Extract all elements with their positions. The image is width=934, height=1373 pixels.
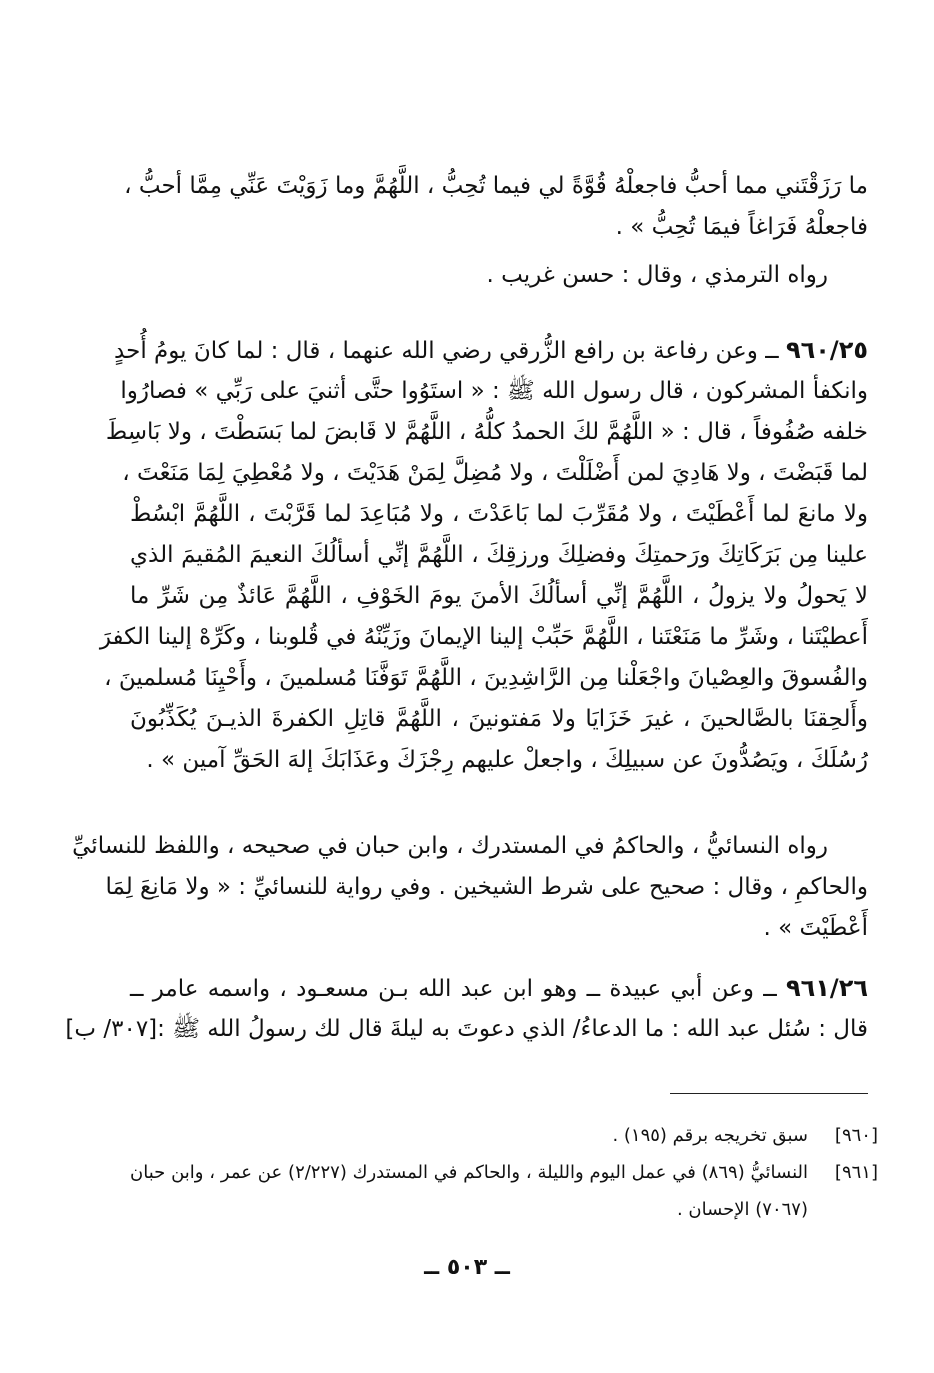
text-line: والحاكمِ ، وقال : صحيح على شرط الشيخين . وفي رواية للنسائيِّ : « ولا مَانِعَ لِمَا	[105, 874, 868, 900]
footnote-item	[130, 1154, 878, 1228]
hadith-960-source	[72, 826, 868, 949]
text-line: أَعْطَيْتَ » .	[763, 915, 868, 941]
text-line: والفُسوقَ والعِصْيانَ واجْعَلْنا مِن الرَّاشِدِينَ ، اللَّهُمَّ تَوَفَّنَا مُسلمينَ ، وأَحْيِنَا مُسلمينَ ،	[104, 665, 868, 691]
hadith-number: ٩٦١/٢٦	[785, 974, 868, 1002]
footnote-ref: [٩٦١]	[834, 1162, 878, 1183]
text-line: وانكفأ المشركون ، قال رسول الله ﷺ : « استَوُوا حتَّى أثنيَ على رَبِّي » فصارُوا	[120, 378, 868, 404]
footnotes	[130, 1117, 878, 1228]
footnote-ref: [٩٦٠]	[834, 1125, 878, 1146]
footnote-item	[130, 1117, 878, 1154]
text-line: ما رَزَقْتَني مما أحبُّ فاجعلْهُ قُوَّةً لي فيما تُحِبُّ ، اللَّهُمَّ وما زَوَيْتَ عَنِّي مِمَّا أحبُّ ،	[124, 173, 868, 199]
hadith-first-line	[114, 330, 868, 371]
text-line: لما قَبَضْتَ ، ولا هَادِيَ لمن أَضْلَلْتَ ، ولا مُضِلَّ لِمَنْ هَدَيْتَ ، ولا مُعْطِيَ لِمَا مَنَعْتَ ،	[122, 460, 868, 486]
text-line: وأَلحِقنَا بالصَّالحينَ ، غيرَ خَزَايَا ولا مَفتونينَ ، اللَّهُمَّ قاتِلِ الكفرةَ الذيـنَ يُكَذِّبُونَ	[130, 706, 868, 732]
text-line: علينا مِن بَرَكَاتِكَ ورَحمتِكَ وفضلِكَ ورزقِكَ ، اللَّهُمَّ إنِّي أسألُكَ النعيمَ المُقيمَ الذي	[130, 542, 868, 568]
hadith-961	[65, 968, 868, 1050]
footnote-text: النسائيُّ (٨٦٩) في عمل اليوم والليلة ، والحاكم في المستدرك (٢/٢٢٧) عن عمر ، وابن حبان (٧٠٦٧) الإحسان .	[130, 1162, 808, 1220]
text-line: ولا مانعَ لما أَعْطَيْتَ ، ولا مُقَرِّبَ لما بَاعَدْتَ ، ولا مُبَاعِدَ لما قَرَّبْتَ ، اللَّهُمَّ ابْسُطْ	[130, 501, 868, 527]
text-line: أَعطيْتَنا ، وشَرِّ ما مَنَعْتَنا ، اللَّهُمَّ حَبِّبْ إلينا الإيمانَ وزَيِّنْهُ في قُلوبنا ، وكَرِّهْ إلينا الكفرَ	[99, 624, 868, 650]
text-line: خلفه صُفُوفاً ، قال : « اللَّهُمَّ لكَ الحمدُ كلُّهُ ، اللَّهُمَّ لا قَابضَ لما بَسَطْتَ ، ولا بَاسِطَ	[105, 419, 868, 445]
hadith-source-note: رواه الترمذي ، وقال : حسن غريب .	[486, 262, 828, 288]
text-line: ــ وعن أبي عبيدة ــ وهو ابن عبد الله بـن مسعـود ، واسمه عامر ــ	[130, 976, 786, 1002]
text-line: فاجعلْهُ فَرَاغاً فيمَا تُحِبُّ » .	[615, 214, 868, 240]
text-line: لا يَحولُ ولا يزولُ ، اللَّهُمَّ إنِّي أسألُكَ الأمنَ يومَ الخَوْفِ ، اللَّهُمَّ عَائذٌ مِن شَرِّ ما	[130, 583, 868, 609]
paragraph-continuation	[124, 166, 868, 296]
footnote-text: سبق تخريجه برقم (١٩٥) .	[612, 1125, 808, 1146]
footnote-divider	[670, 1093, 868, 1094]
text-line: قال : سُئل عبد الله : ما الدعاءُ/ الذي دعوتَ به ليلةَ قال لك رسولُ الله ﷺ :[٣٠٧/ ب]	[65, 1016, 868, 1042]
text-line: رواه النسائيُّ ، والحاكمُ في المستدرك ، وابن حبان في صحيحه ، واللفظ للنسائيِّ	[72, 833, 828, 859]
text-line: رُسُلَكَ ، ويَصُدُّونَ عن سبيلِكَ ، واجعلْ عليهم رِجْزَكَ وعَذَابَكَ إلهَ الحَقِّ آمين » .	[146, 747, 868, 773]
page-number: ــ ٥٠٣ ــ	[424, 1255, 510, 1280]
hadith-number: ٩٦٠/٢٥	[785, 336, 868, 364]
hadith-first-line	[130, 968, 868, 1009]
text-line: ــ وعن رفاعة بن رافع الزُّرقي رضي الله عنهما ، قال : لما كانَ يومُ أُحدٍ	[114, 338, 786, 364]
hadith-960	[99, 330, 868, 781]
